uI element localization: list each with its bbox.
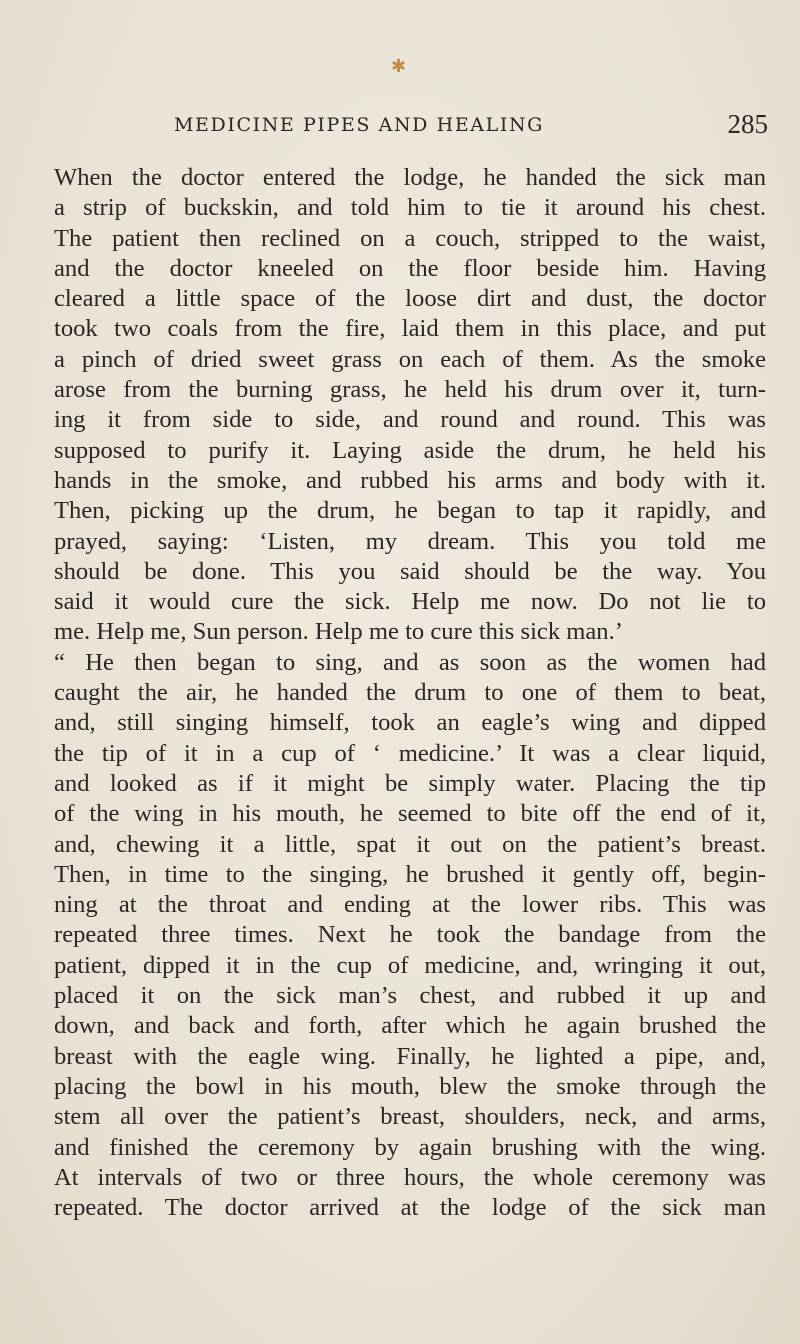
text-line: should be done. This you said should be the way. You: [54, 557, 766, 585]
text-line: Then, in time to the singing, he brushed it gently off, begin-: [54, 860, 766, 888]
text-line: arose from the burning grass, he held his drum over it, turn-: [54, 376, 766, 404]
text-line: of the wing in his mouth, he seemed to bite off the end of it,: [54, 800, 766, 828]
text-line: and, still singing himself, took an eagle’s wing and dipped: [54, 709, 766, 737]
text-line: and the doctor kneeled on the floor beside him. Having: [54, 254, 766, 282]
running-title: MEDICINE PIPES AND HEALING: [174, 114, 544, 136]
text-line: a strip of buckskin, and told him to tie it around his chest.: [54, 194, 766, 222]
body-text: [54, 163, 766, 1223]
text-line: down, and back and forth, after which he again brushed the: [54, 1012, 766, 1040]
text-line: supposed to purify it. Laying aside the drum, he held his: [54, 436, 766, 464]
text-line: the tip of it in a cup of ‘ medicine.’ It was a clear liquid,: [54, 739, 766, 767]
text-line: and finished the ceremony by again brushing with the wing.: [54, 1133, 766, 1161]
text-line: placed it on the sick man’s chest, and rubbed it up and: [54, 982, 766, 1010]
text-line: repeated three times. Next he took the bandage from the: [54, 921, 766, 949]
text-line: cleared a little space of the loose dirt and dust, the doctor: [54, 285, 766, 313]
text-line: caught the air, he handed the drum to one of them to beat,: [54, 679, 766, 707]
text-line: Then, picking up the drum, he began to tap it rapidly, and: [54, 497, 766, 525]
text-line: stem all over the patient’s breast, shoulders, neck, and arms,: [54, 1103, 766, 1131]
text-line: hands in the smoke, and rubbed his arms and body with it.: [54, 466, 766, 494]
text-line: The patient then reclined on a couch, stripped to the waist,: [54, 224, 766, 252]
text-line: ing it from side to side, and round and round. This was: [54, 406, 766, 434]
page-number: 285: [727, 109, 768, 139]
text-line: “ He then began to sing, and as soon as the women had: [54, 648, 766, 676]
text-line: placing the bowl in his mouth, blew the smoke through the: [54, 1072, 766, 1100]
ink-spot: ✱: [391, 56, 407, 77]
text-line: and, chewing it a little, spat it out on the patient’s breast.: [54, 830, 766, 858]
text-line: When the doctor entered the lodge, he handed the sick man: [54, 164, 766, 191]
text-line: me. Help me, Sun person. Help me to cure this sick man.’: [54, 618, 623, 646]
text-line: said it would cure the sick. Help me now. Do not lie to: [54, 588, 766, 616]
text-line: patient, dipped it in the cup of medicine, and, wringing it out,: [54, 951, 766, 979]
text-line: breast with the eagle wing. Finally, he lighted a pipe, and,: [54, 1042, 766, 1070]
text-line: took two coals from the fire, laid them in this place, and put: [54, 315, 766, 343]
text-line: a pinch of dried sweet grass on each of them. As the smoke: [54, 345, 766, 373]
text-line: repeated. The doctor arrived at the lodge of the sick man: [54, 1194, 766, 1222]
text-line: prayed, saying: ‘Listen, my dream. This you told me: [54, 527, 766, 555]
text-line: At intervals of two or three hours, the whole ceremony was: [54, 1163, 766, 1191]
page-header: [54, 108, 768, 142]
text-line: and looked as if it might be simply water. Placing the tip: [54, 769, 766, 797]
text-line: ning at the throat and ending at the lower ribs. This was: [54, 891, 766, 919]
